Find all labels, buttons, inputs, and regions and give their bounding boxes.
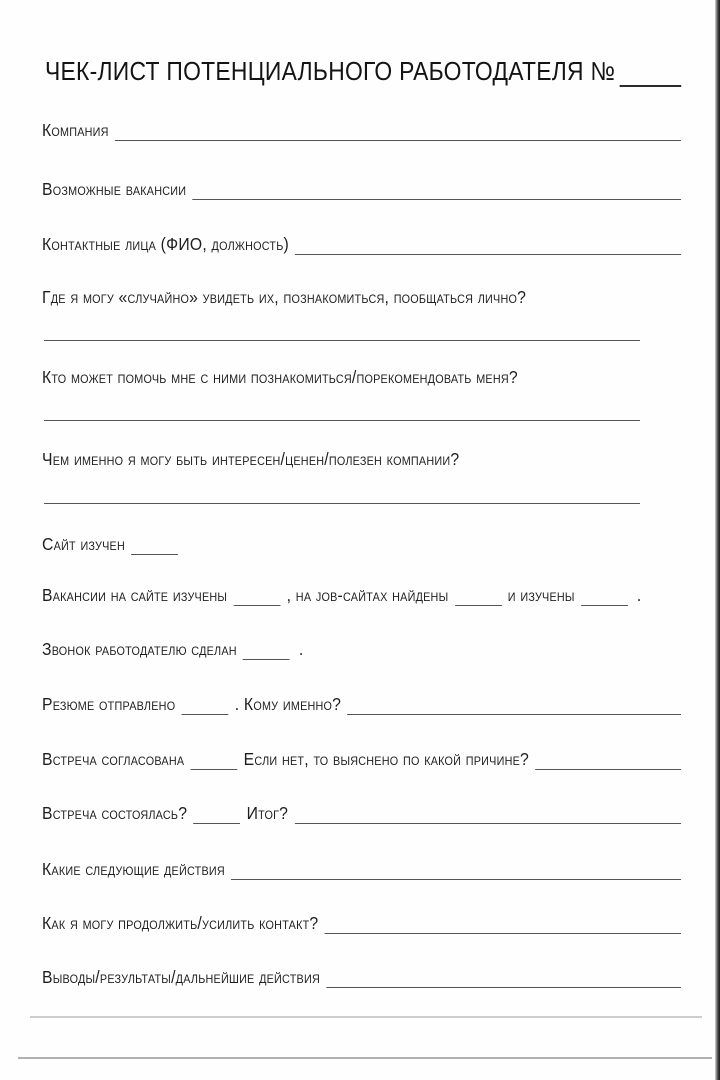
field-meeting-agreed-blank-2 bbox=[535, 755, 681, 770]
question-meet bbox=[42, 287, 683, 308]
field-contacts-blank bbox=[295, 240, 681, 255]
scan-artifact-line-1 bbox=[30, 1016, 702, 1018]
field-vacancies bbox=[42, 179, 683, 200]
field-next-actions bbox=[42, 859, 683, 880]
field-continue-contact-blank bbox=[325, 919, 681, 934]
question-value bbox=[42, 449, 683, 470]
field-call bbox=[42, 639, 683, 660]
field-company-blank bbox=[115, 126, 681, 141]
field-call-period: . bbox=[298, 639, 304, 659]
field-site-vacancies-text-1: Вакансии на сайте изучены bbox=[42, 585, 228, 605]
scan-artifact-line-2 bbox=[18, 1057, 712, 1059]
question-value-label: Чем именно я могу быть интересен/ценен/полезен компании? bbox=[42, 449, 460, 469]
field-call-blank bbox=[243, 645, 290, 660]
field-vacancies-label: Возможные вакансии bbox=[42, 179, 187, 199]
field-resume-blank-2 bbox=[347, 700, 681, 715]
field-site-checked-label: Сайт изучен bbox=[42, 534, 126, 554]
field-meeting-agreed-text-2: Если нет, то выяснено по какой причине? bbox=[243, 749, 530, 769]
field-meeting-agreed-blank-1 bbox=[191, 755, 238, 770]
field-company bbox=[42, 120, 683, 141]
page-title-inner bbox=[45, 56, 681, 87]
field-meeting-agreed-text-1: Встреча согласована bbox=[42, 749, 185, 769]
field-call-text: Звонок работодателю сделан bbox=[42, 639, 237, 659]
field-contacts bbox=[42, 234, 683, 255]
scan-edge-right bbox=[715, 0, 720, 1080]
question-helper bbox=[42, 367, 683, 388]
field-conclusions-blank bbox=[326, 973, 681, 988]
field-resume-text-2: . Кому именно? bbox=[234, 694, 342, 714]
question-helper-answer-line bbox=[44, 420, 640, 421]
field-meeting-held-text-2: Итог? bbox=[246, 803, 289, 823]
field-continue-contact bbox=[42, 913, 683, 934]
field-site-vacancies-text-3: и изучены bbox=[507, 585, 575, 605]
field-site-vacancies-blank-1 bbox=[234, 591, 281, 606]
field-contacts-label: Контактные лица (ФИО, должность) bbox=[42, 234, 290, 254]
field-conclusions bbox=[42, 967, 683, 988]
field-company-label: Компания bbox=[42, 120, 109, 140]
field-meeting-held-blank-2 bbox=[294, 809, 681, 824]
field-site-vacancies-blank-3 bbox=[581, 591, 628, 606]
question-value-answer-line bbox=[44, 503, 640, 504]
field-resume-blank-1 bbox=[182, 700, 229, 715]
field-conclusions-label: Выводы/результаты/дальнейшие действия bbox=[42, 967, 320, 987]
field-meeting-held-text-1: Встреча состоялась? bbox=[42, 803, 188, 823]
field-meeting-held bbox=[42, 803, 683, 824]
field-next-actions-label: Какие следующие действия bbox=[42, 859, 225, 879]
title-number-blank bbox=[620, 67, 682, 87]
field-site-checked-blank bbox=[131, 540, 178, 555]
field-resume bbox=[42, 694, 683, 715]
field-site-checked bbox=[42, 534, 683, 555]
question-helper-label: Кто может помочь мне с ними познакомиться/порекомендовать меня? bbox=[42, 367, 518, 387]
field-site-vacancies-text-4: . bbox=[636, 585, 642, 605]
page-title-text: ЧЕК-ЛИСТ ПОТЕНЦИАЛЬНОГО РАБОТОДАТЕЛЯ № bbox=[45, 56, 616, 86]
question-meet-answer-line bbox=[44, 340, 640, 341]
page-title bbox=[45, 56, 720, 87]
field-site-vacancies-text-2: , на job-сайтах найдены bbox=[286, 585, 449, 605]
question-meet-label: Где я могу «случайно» увидеть их, познакомиться, пообщаться лично? bbox=[42, 287, 527, 307]
field-site-vacancies-blank-2 bbox=[455, 591, 502, 606]
field-meeting-held-blank-1 bbox=[193, 809, 240, 824]
field-vacancies-blank bbox=[193, 185, 681, 200]
field-continue-contact-label: Как я могу продолжить/усилить контакт? bbox=[42, 913, 319, 933]
field-resume-text-1: Резюме отправлено bbox=[42, 694, 176, 714]
field-site-vacancies bbox=[42, 585, 683, 606]
field-next-actions-blank bbox=[231, 865, 681, 880]
field-meeting-agreed bbox=[42, 749, 683, 770]
